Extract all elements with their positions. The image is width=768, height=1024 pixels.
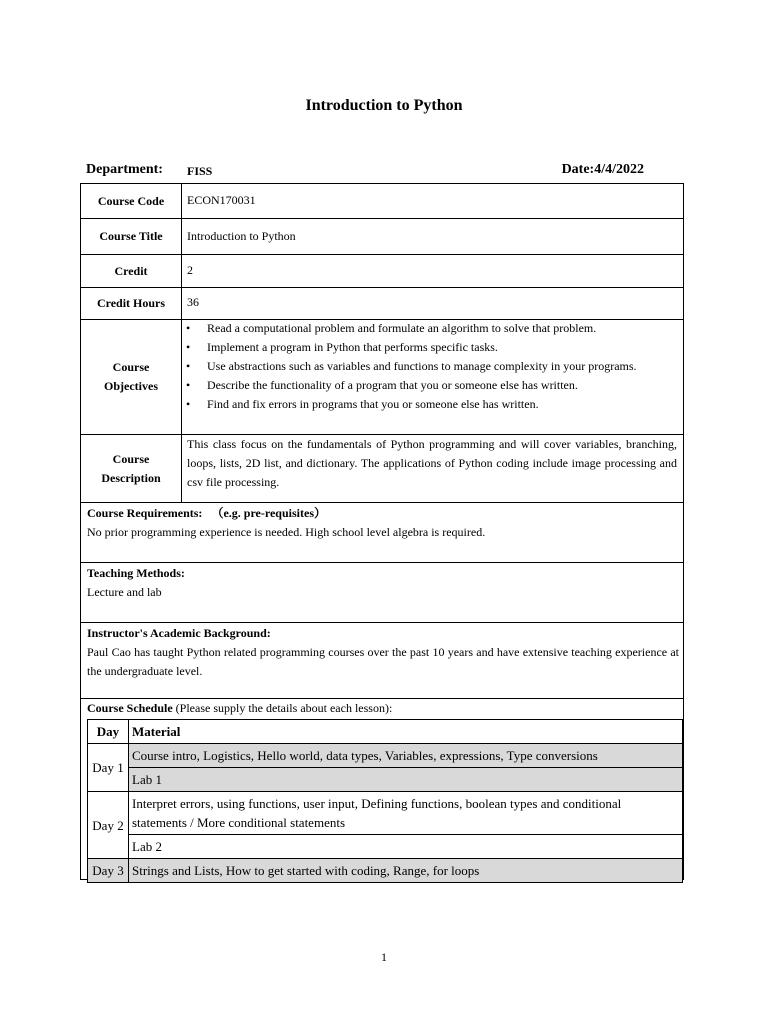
teaching-label: Teaching Methods: [87,566,185,580]
instructor-label: Instructor's Academic Background: [87,626,271,640]
schedule-table [87,719,683,883]
document-title: Introduction to Python [305,97,463,114]
row-divider [81,622,683,623]
course-code-value: ECON170031 [187,193,256,207]
list-item: • Read a computational problem and formulate an algorithm to solve that problem. [186,321,597,335]
table-header-row [88,720,683,744]
department-label: Department: [86,162,163,177]
course-title-label: Course Title [99,229,163,243]
requirements-label: Course Requirements: [87,506,203,520]
list-item: • Describe the functionality of a program that you or someone else has written. [186,378,578,392]
column-header-day: Day [88,720,129,744]
material-cell: Interpret errors, using functions, user input, Defining functions, boolean types and conditional statements / More conditional statements [129,792,683,835]
list-item: • Use abstractions such as variables and functions to manage complexity in your programs. [186,359,637,373]
material-cell: Strings and Lists, How to get started with coding, Range, for loops [129,859,683,883]
table-row [88,835,683,859]
objectives-list [182,319,682,414]
table-row [88,768,683,792]
date-text: Date:4/4/2022 [561,162,644,177]
description-text: This class focus on the fundamentals of Python programming and will cover variables, branching, loops, lists, 2D list, and dictionary. The applications of Python coding include image processing and csv file processing. [187,437,677,489]
schedule-header [87,699,679,718]
description-label: Course Description [101,451,161,485]
table-row [88,859,683,883]
department-value: FISS [187,164,213,178]
table-row [88,744,683,768]
header-line [86,162,646,182]
material-cell: Course intro, Logistics, Hello world, data types, Variables, expressions, Type conversions [129,744,683,768]
list-item: • Implement a program in Python that performs specific tasks. [186,340,498,354]
table-row [88,792,683,835]
requirements-section [87,504,679,542]
row-divider [81,502,683,503]
objectives-label: Course Objectives [104,360,158,393]
day-cell: Day 1 [88,744,129,792]
row-divider [81,562,683,563]
course-code-label: Course Code [97,193,165,208]
requirements-text: No prior programming experience is needed. High school level algebra is required. [87,525,486,539]
teaching-section [87,564,679,602]
course-form [80,183,684,880]
instructor-section [87,624,679,681]
material-cell: Lab 1 [129,768,683,792]
column-header-material: Material [129,720,683,744]
teaching-text: Lecture and lab [87,585,162,599]
course-title-value: Introduction to Python [187,229,296,243]
instructor-text: Paul Cao has taught Python related programming courses over the past 10 years and have extensive teaching experience at the undergraduate level. [87,645,679,678]
list-item: • Find and fix errors in programs that you or someone else has written. [186,397,539,411]
schedule-hint: (Please supply the details about each lesson): [175,701,393,715]
credit-hours-value: 36 [187,295,199,309]
credit-value: 2 [187,263,193,277]
credit-label: Credit [114,263,148,278]
credit-hours-label: Credit Hours [96,296,166,310]
page-number: 1 [381,950,387,964]
day-cell: Day 2 [88,792,129,859]
day-cell: Day 3 [88,859,129,883]
schedule-label: Course Schedule [87,701,173,715]
material-cell: Lab 2 [129,835,683,859]
requirements-hint: （e.g. pre-requisites） [211,506,326,520]
